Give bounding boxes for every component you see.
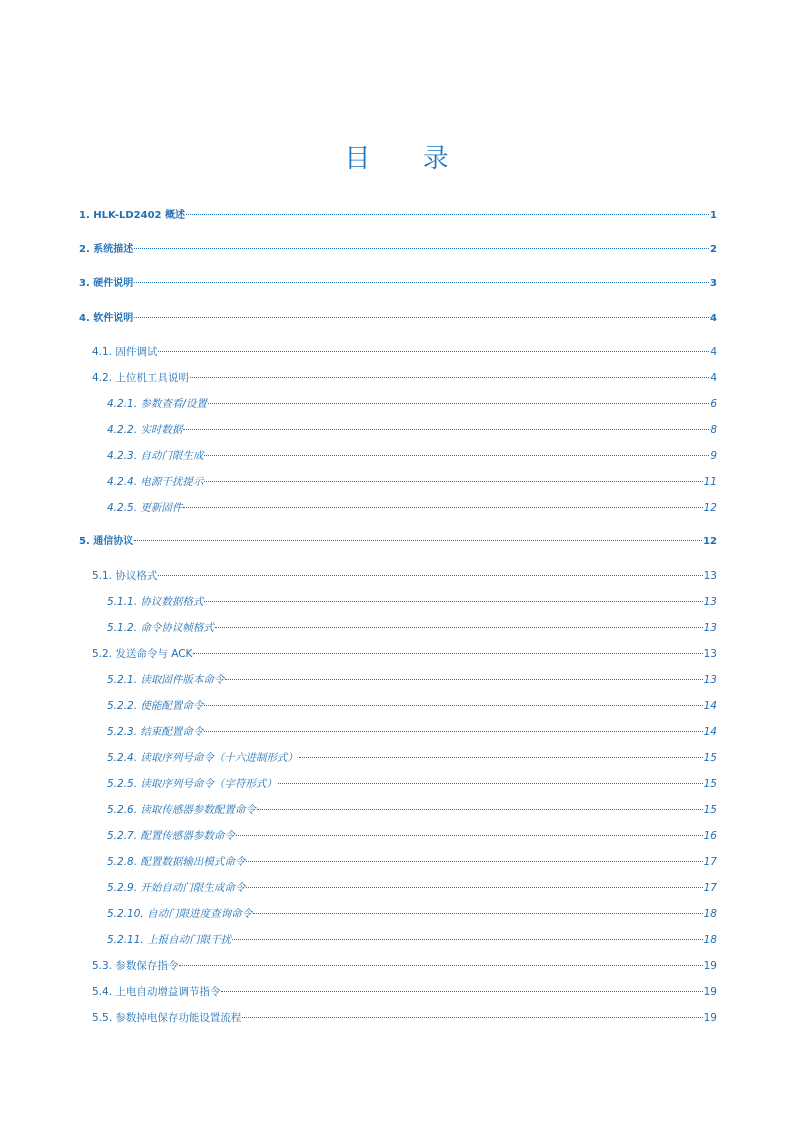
toc-entry-label: 5.2.4. 读取序列号命令（十六进制形式）: [107, 752, 298, 764]
toc-entry[interactable]: [92, 646, 717, 662]
toc-entry-page-number: 11: [703, 476, 717, 488]
toc-entry-page-number: 4: [710, 313, 717, 324]
toc-entry-label: 5.2. 发送命令与 ACK: [92, 648, 193, 660]
toc-leader-dots: [190, 377, 709, 378]
toc-entry-page-number: 6: [710, 398, 717, 410]
toc-entry-label: 5.3. 参数保存指令: [92, 960, 179, 972]
toc-entry-page-number: 16: [703, 830, 717, 842]
toc-entry-page-number: 14: [703, 726, 717, 738]
toc-entry-page-number: 4: [710, 346, 717, 358]
toc-entry-page-number: 15: [703, 752, 717, 764]
toc-entry[interactable]: [92, 984, 717, 1000]
toc-entry-label: 1. HLK-LD2402 概述: [79, 210, 185, 221]
toc-leader-dots: [186, 214, 709, 215]
toc-leader-dots: [179, 965, 702, 966]
toc-entry-page-number: 13: [703, 570, 717, 582]
toc-entry[interactable]: [92, 1010, 717, 1026]
toc-entry-page-number: 12: [703, 502, 717, 514]
toc-entry[interactable]: [107, 500, 717, 516]
toc-entry[interactable]: [107, 672, 717, 688]
toc-entry[interactable]: [107, 448, 717, 464]
toc-entry-label: 3. 硬件说明: [79, 278, 134, 289]
toc-leader-dots: [232, 939, 703, 940]
toc-entry-label: 5.2.8. 配置数据输出模式命令: [107, 856, 246, 868]
toc-leader-dots: [278, 783, 703, 784]
toc-entry-page-number: 19: [703, 1012, 717, 1024]
toc-leader-dots: [158, 351, 709, 352]
toc-entry[interactable]: [107, 802, 717, 818]
toc-entry[interactable]: [107, 828, 717, 844]
toc-entry[interactable]: [79, 311, 717, 327]
toc-leader-dots: [208, 403, 709, 404]
toc-entry[interactable]: [92, 370, 717, 386]
toc-entry[interactable]: [107, 396, 717, 412]
toc-leader-dots: [204, 705, 702, 706]
page-title: 目 录: [344, 144, 471, 174]
toc-entry-page-number: 13: [703, 596, 717, 608]
toc-entry[interactable]: [92, 568, 717, 584]
toc-entry[interactable]: [107, 724, 717, 740]
toc-entry-page-number: 19: [703, 960, 717, 972]
toc-entry[interactable]: [79, 534, 717, 550]
toc-entry[interactable]: [107, 422, 717, 438]
toc-entry-label: 5.2.2. 使能配置命令: [107, 700, 204, 712]
toc-entry-label: 5.2.1. 读取固件版本命令: [107, 674, 225, 686]
toc-entry[interactable]: [107, 698, 717, 714]
toc-entry[interactable]: [79, 276, 717, 292]
toc-entry-label: 4.2.1. 参数查看/设置: [107, 398, 207, 410]
toc-leader-dots: [134, 540, 702, 541]
toc-leader-dots: [204, 455, 709, 456]
toc-leader-dots: [242, 1017, 702, 1018]
toc-leader-dots: [183, 507, 702, 508]
toc-leader-dots: [225, 679, 702, 680]
toc-leader-dots: [193, 653, 702, 654]
toc-entry-page-number: 12: [703, 536, 717, 547]
toc-leader-dots: [236, 835, 703, 836]
toc-entry-page-number: 1: [710, 210, 717, 221]
toc-entry-label: 5.1. 协议格式: [92, 570, 158, 582]
toc-entry-label: 5.5. 参数掉电保存功能设置流程: [92, 1012, 242, 1024]
toc-entry-label: 5.4. 上电自动增益调节指令: [92, 986, 221, 998]
toc-entry[interactable]: [107, 620, 717, 636]
toc-entry[interactable]: [107, 474, 717, 490]
toc-entry-page-number: 13: [703, 674, 717, 686]
toc-entry-label: 4.2.2. 实时数据: [107, 424, 183, 436]
toc-leader-dots: [204, 731, 702, 732]
toc-entry-label: 4.2.5. 更新固件: [107, 502, 183, 514]
toc-leader-dots: [253, 913, 703, 914]
toc-entry[interactable]: [107, 880, 717, 896]
toc-entry[interactable]: [107, 776, 717, 792]
toc-entry-page-number: 14: [703, 700, 717, 712]
toc-entry[interactable]: [79, 242, 717, 258]
toc-leader-dots: [215, 627, 703, 628]
toc-entry-label: 5.1.2. 命令协议帧格式: [107, 622, 214, 634]
toc-leader-dots: [204, 601, 702, 602]
toc-leader-dots: [246, 861, 702, 862]
toc-entry-label: 4.1. 固件调试: [92, 346, 158, 358]
toc-entry-label: 5.1.1. 协议数据格式: [107, 596, 204, 608]
toc-leader-dots: [158, 575, 702, 576]
toc-entry-page-number: 9: [710, 450, 717, 462]
toc-entry-page-number: 8: [710, 424, 717, 436]
toc-entry-label: 5.2.5. 读取序列号命令（字符形式）: [107, 778, 277, 790]
toc-entry-page-number: 18: [703, 908, 717, 920]
toc-entry-label: 5.2.11. 上报自动门限干扰: [107, 934, 232, 946]
toc-entry-label: 5.2.3. 结束配置命令: [107, 726, 204, 738]
toc-leader-dots: [246, 887, 702, 888]
toc-entry-page-number: 17: [703, 856, 717, 868]
toc-entry[interactable]: [107, 854, 717, 870]
toc-entry-label: 2. 系统描述: [79, 244, 134, 255]
toc-leader-dots: [257, 809, 703, 810]
toc-entry-page-number: 3: [710, 278, 717, 289]
toc-entry-page-number: 13: [703, 648, 717, 660]
toc-leader-dots: [134, 282, 709, 283]
toc-entry-page-number: 2: [710, 244, 717, 255]
toc-entry[interactable]: [107, 906, 717, 922]
toc-entry-label: 4.2.4. 电源干扰提示: [107, 476, 204, 488]
toc-entry-label: 5. 通信协议: [79, 536, 134, 547]
toc-entry[interactable]: [107, 750, 717, 766]
toc-entry-page-number: 17: [703, 882, 717, 894]
toc-entry-page-number: 15: [703, 778, 717, 790]
toc-leader-dots: [204, 481, 702, 482]
toc-entry-label: 5.2.6. 读取传感器参数配置命令: [107, 804, 256, 816]
toc-leader-dots: [183, 429, 709, 430]
toc-entry-label: 4. 软件说明: [79, 313, 134, 324]
toc-entry-page-number: 4: [710, 372, 717, 384]
toc-entry-page-number: 13: [703, 622, 717, 634]
toc-entry-label: 4.2.3. 自动门限生成: [107, 450, 204, 462]
toc-entry-label: 5.2.9. 开始自动门限生成命令: [107, 882, 246, 894]
toc-entry[interactable]: [107, 594, 717, 610]
toc-entry-page-number: 19: [703, 986, 717, 998]
toc-entry[interactable]: [79, 208, 717, 224]
toc-leader-dots: [221, 991, 702, 992]
toc-entry[interactable]: [92, 958, 717, 974]
toc-leader-dots: [134, 248, 709, 249]
toc-entry-label: 5.2.10. 自动门限进度查询命令: [107, 908, 253, 920]
toc-leader-dots: [134, 317, 709, 318]
toc-entry-label: 4.2. 上位机工具说明: [92, 372, 189, 384]
toc-entry-page-number: 18: [703, 934, 717, 946]
toc-entry-page-number: 15: [703, 804, 717, 816]
toc-leader-dots: [299, 757, 703, 758]
toc-entry-label: 5.2.7. 配置传感器参数命令: [107, 830, 235, 842]
toc-entry[interactable]: [107, 932, 717, 948]
toc-entry[interactable]: [92, 344, 717, 360]
